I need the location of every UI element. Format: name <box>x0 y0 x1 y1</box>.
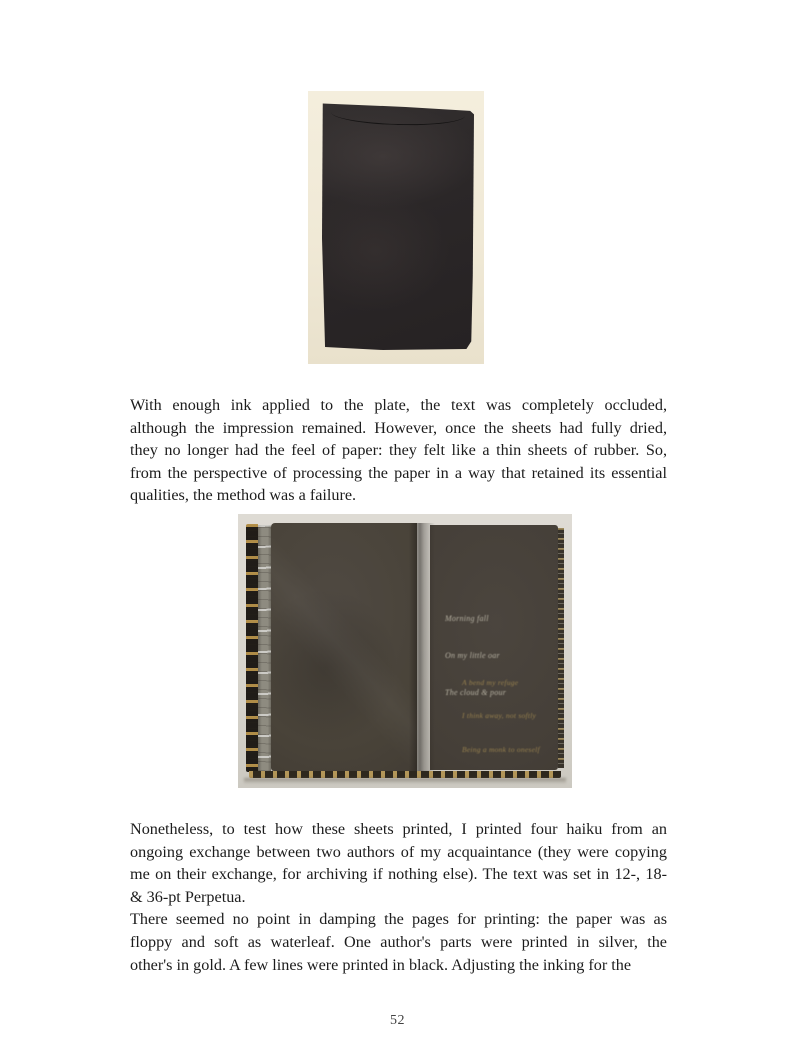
book-left-page <box>271 523 417 771</box>
body-line: from the perspective of processing the paper in a way that retained its essential <box>130 463 667 482</box>
paragraph-1 <box>130 394 667 507</box>
body-line: There seemed no point in damping the pages for printing: the paper was as <box>130 910 667 929</box>
body-line: they no longer had the feel of paper: they felt like a thin sheets of rubber. So, <box>130 441 667 460</box>
body-line: Nonetheless, to test how these sheets printed, I printed four haiku from an <box>130 820 667 838</box>
gold-haiku <box>462 654 540 778</box>
book-right-page-edges <box>558 528 564 768</box>
body-line: me on their exchange, for archiving if nothing else). The text was set in 12-, 18- <box>130 865 667 884</box>
body-line: ongoing exchange between two authors of my acquaintance (they were copying <box>130 842 667 861</box>
open-book-photo <box>238 514 572 788</box>
book-spine-tape <box>258 525 271 771</box>
paragraph-2-and-3 <box>130 818 667 976</box>
ink-sheet <box>322 102 474 350</box>
haiku-line: On my little oar <box>445 651 500 661</box>
book-shadow <box>244 778 566 784</box>
haiku-line: The cloud & pour <box>445 687 507 697</box>
open-book <box>246 523 564 771</box>
body-line: although the impression remained. However, once the sheets had fully dried, <box>130 418 667 437</box>
body-line: With enough ink applied to the plate, the text was completely occluded, <box>130 396 667 414</box>
book-gutter-shadow <box>409 523 435 771</box>
haiku-line: I think away, not softly <box>462 711 537 721</box>
body-line: & 36-pt Perpetua. <box>130 887 246 906</box>
body-line: qualities, the method was a failure. <box>130 486 357 505</box>
page-number: 52 <box>390 1013 405 1028</box>
body-line: other's in gold. A few lines were printed in black. Adjusting the inking for the <box>130 955 632 974</box>
haiku-line: A bend my refuge <box>462 677 519 687</box>
body-line: floppy and soft as waterleaf. One author's parts were printed in silver, the <box>130 932 667 951</box>
black-sheet-photo <box>308 91 484 364</box>
book-left-page-edges <box>246 524 258 772</box>
sheet-crease <box>331 96 465 127</box>
haiku-line: Being a monk to oneself <box>462 745 540 755</box>
haiku-line: Morning fall <box>445 614 489 624</box>
